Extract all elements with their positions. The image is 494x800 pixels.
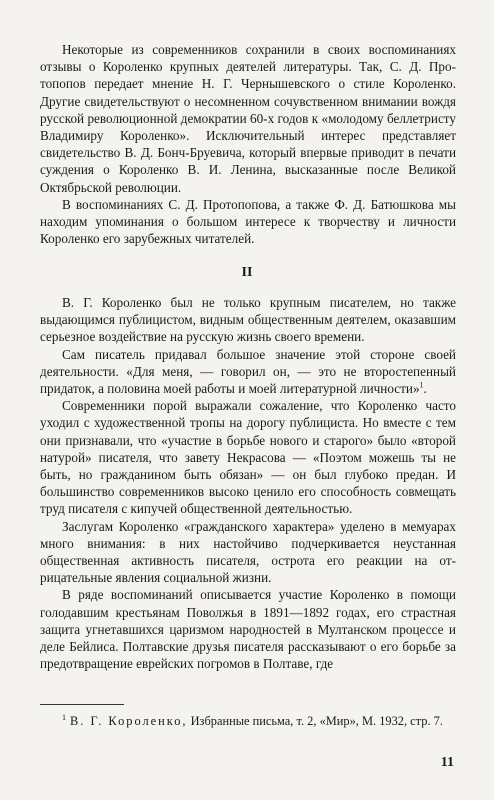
page-number: 11	[440, 755, 454, 770]
footnote-divider	[40, 704, 124, 705]
paragraph	[40, 346, 456, 398]
footnote-number: 1	[62, 712, 66, 722]
section-heading: II	[241, 265, 253, 280]
section-text-block	[40, 294, 456, 672]
paragraph: Некоторые из современников сохранили в своих воспоминаниях отзывы о Короленко крупных деятелей литературы. Так, С. Д. Протопопов передает мнение Н. Г. Чернышевского о стиле Короленко. Другие свидетельствуют о несомненном сочувственном внимании вождя русской революционной демократии 60-х годов к «молодому беллетристу Владимиру Короленко». Исключительный интерес представляет свидетельство В. Д. Бонч-Бруевича, который впервые приводит в печати суждения о Короленко В. И. Ленина, высказанные после Великой Октябрьской революции.	[40, 42, 456, 195]
paragraph: В. Г. Короленко был не только крупным писателем, но также выдающимся публицистом, видным общественным деятелем, оказавшим серьезное воздействие на русскую жизнь своего времени.	[40, 295, 456, 345]
intro-text-block	[40, 41, 456, 247]
paragraph: Современники порой выражали сожаление, что Короленко часто уходил с художественной тропы на дорогу публициста. Но вместе с тем они признавали, что «участие в борьбе нового и старого» было «второй натурой» писателя, что завету Некрасова — «Поэтом можешь ты не быть, но гражданином быть обязан» — он был глубоко предан. И большинство современников высоко ценило его способность совмещать труд писателя с кипучей общественной деятельностью.	[40, 398, 456, 517]
footnote-text: Избранные письма, т. 2, «Мир», М. 1932, стр. 7.	[190, 714, 443, 728]
paragraph-text: Сам писатель придавал большое значение этой стороне своей деятельности. «Для меня, — говорил он, — это не второстепенный придаток, а половина моей работы и моей литературной личности»	[40, 346, 456, 397]
footnote-author: В. Г. Короленко,	[70, 714, 188, 728]
paragraph: В ряде воспоминаний описывается участие Короленко в помощи голодавшим крестьянам Поволжья в 1891—1892 годах, его страстная защита угнетавшихся царизмом народностей в Мултанском процессе и деле Бейлиса. Полтавские друзья писателя рассказывают о его борьбе за предотвращение еврейских погромов в Полтаве, где	[40, 587, 456, 672]
paragraph-end: .	[423, 381, 427, 397]
paragraph: В воспоминаниях С. Д. Протопопова, а также Ф. Д. Батюшкова мы находим упоминания о большом интересе к творчеству и личности Короленко его зарубежных читателей.	[40, 196, 456, 247]
footnote-reference: 1	[419, 380, 424, 390]
footnote	[40, 713, 456, 729]
paragraph: Заслугам Короленко «гражданского характера» уделено в мемуарах много внимания: в них настойчиво подчеркивается неустанная общественная активность писателя, острота его реакции на отрицательные явления социальной жизни.	[40, 518, 456, 586]
